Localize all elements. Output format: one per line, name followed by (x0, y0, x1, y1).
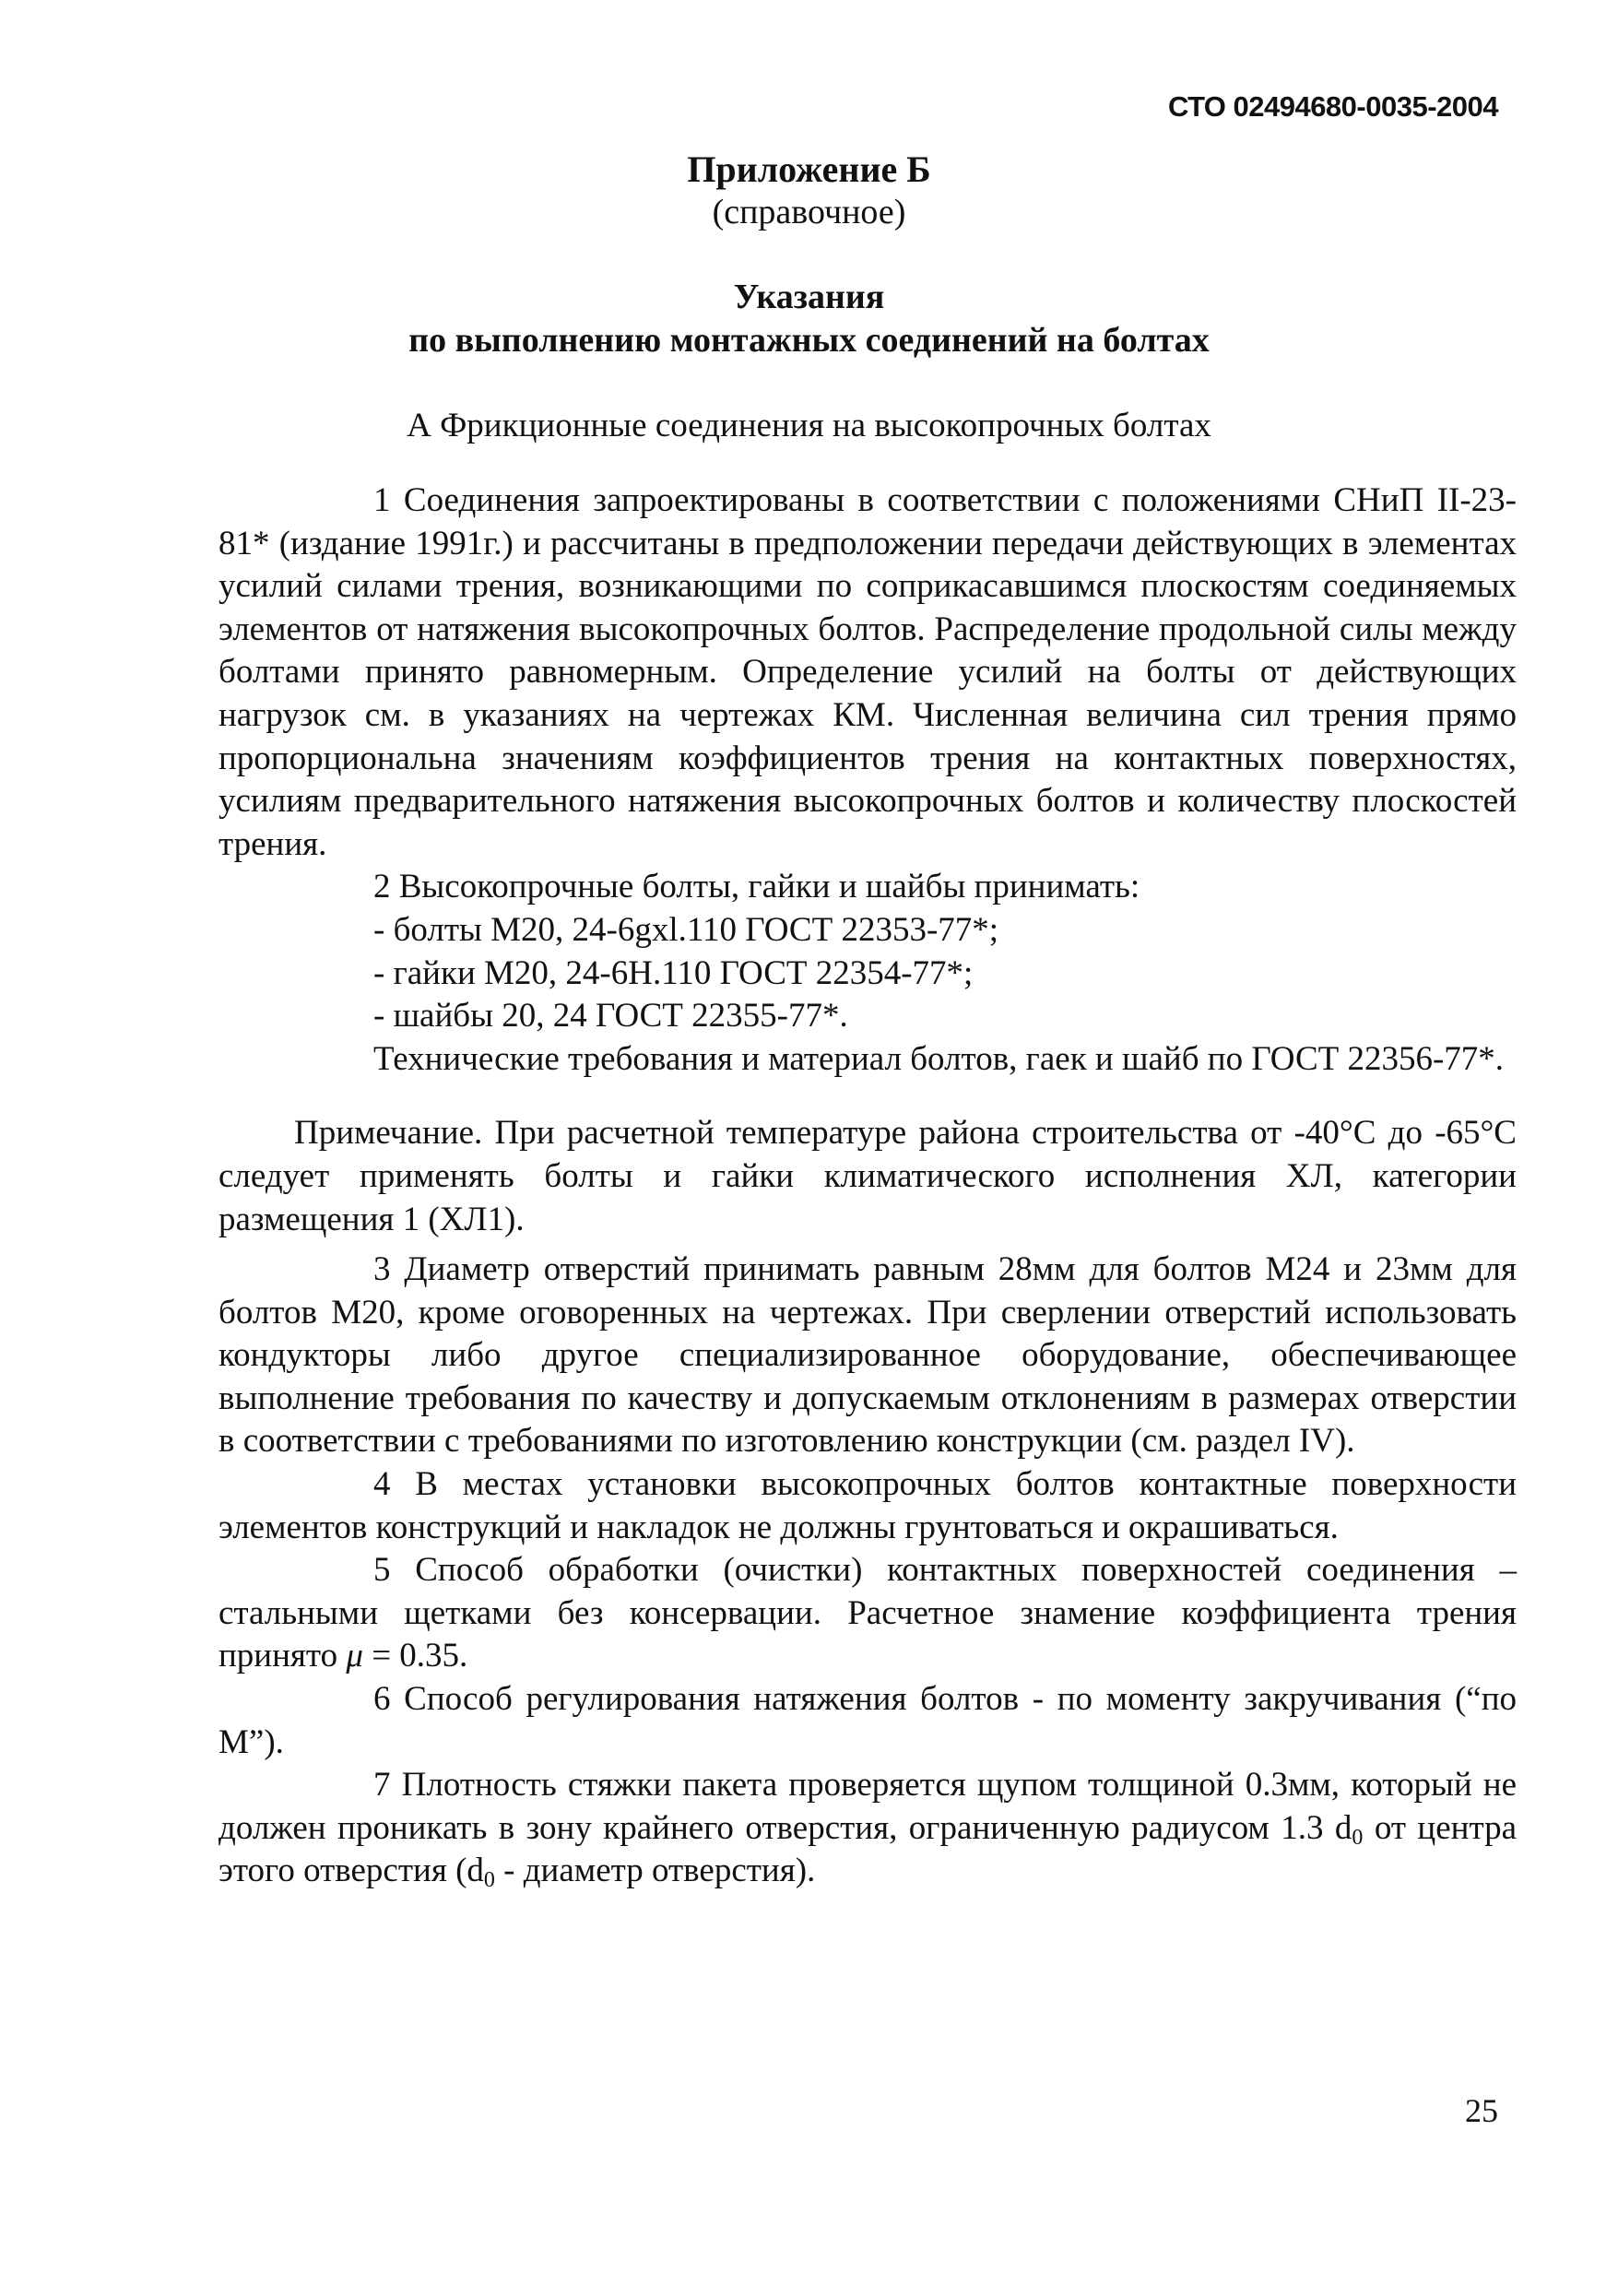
subscript-zero: 0 (1352, 1825, 1364, 1850)
paragraph-6: 6 Способ регулирования натяжения болтов - по моменту закручивания (“по М”). (218, 1680, 1517, 1761)
list-item-nuts: - гайки М20, 24-6Н.110 ГОСТ 22354-77*; (373, 953, 974, 992)
friction-coefficient-symbol: μ (346, 1637, 363, 1675)
subscript-zero: 0 (483, 1868, 495, 1893)
paragraph-5 (218, 1549, 1517, 1678)
subheading-friction-joints: А Фрикционные соединения на высокопрочных болтах (407, 407, 1211, 444)
paragraph-5-text: 5 Способ обработки (очистки) контактных поверхностей соединения – стальными щетками без консервации. Расчетное знамение коэффициента трения принято (218, 1551, 1517, 1675)
paragraph-2: 2 Высокопрочные болты, гайки и шайбы принимать: (373, 868, 1140, 906)
section-title: Указания (733, 278, 885, 316)
page-number: 25 (1465, 2092, 1498, 2129)
list-item-washers: - шайбы 20, 24 ГОСТ 22355-77*. (373, 997, 848, 1036)
paragraph-technical-requirements: Технические требования и материал болтов, гаек и шайб по ГОСТ 22356-77*. (373, 1039, 1505, 1078)
paragraph-5-value: = 0.35. (362, 1637, 468, 1675)
paragraph-1: 1 Соединения запроектированы в соответствии с положениями СНиП II-23-81* (издание 1991г.) и рассчитаны в предположении передачи действующих в элементах усилий силами трения, возникающими по соприкасавшимся плоскостям соединяемых элементов от натяжения высокопрочных болтов. Распределение продольной силы между болтами принято равномерным. Определение усилий на болты от действующих нагрузок см. в указаниях на чертежах КМ. Численная величина сил трения прямо пропорциональна значениям коэффициентов трения на контактных поверхностях, усилиям предварительного натяжения высокопрочных болтов и количеству плоскостей трения. (218, 481, 1517, 863)
annex-subtitle: (справочное) (712, 193, 906, 231)
paragraph-7-text-a: 7 Плотность стяжки пакета проверяется щупом толщиной 0.3мм, который не должен проникать в зону крайнего отверстия, ограниченную радиусом 1.3 d (218, 1766, 1517, 1847)
list-item-bolts: - болты М20, 24-6gxl.110 ГОСТ 22353-77*; (373, 910, 999, 949)
paragraph-4: 4 В местах установки высокопрочных болтов контактные поверхности элементов конструкций и накладок не должны грунтоваться и окрашиваться. (218, 1465, 1517, 1546)
section-subtitle: по выполнению монтажных соединений на болтах (408, 321, 1210, 360)
document-body (218, 479, 1517, 1893)
annex-title: Приложение Б (687, 148, 931, 190)
paragraph-7 (218, 1764, 1517, 1893)
paragraph-3: 3 Диаметр отверстий принимать равным 28мм для болтов М24 и 23мм для болтов М20, кроме оговоренных на чертежах. При сверлении отверстий использовать кондукторы либо другое специализированное оборудование, обеспечивающее выполнение требования по качеству и допускаемым отклонениям в размерах отверстии в соответствии с требованиями по изготовлению конструкции (см. раздел IV). (218, 1250, 1517, 1461)
note-paragraph: Примечание. При расчетной температуре района строительства от -40°С до -65°С следует применять болты и гайки климатического исполнения ХЛ, категории размещения 1 (ХЛ1). (218, 1114, 1517, 1238)
document-code: СТО 02494680-0035-2004 (1167, 90, 1498, 123)
paragraph-7-text-b: от центра этого отверстия (d (218, 1808, 1517, 1890)
paragraph-7-text-c: - диаметр отверстия). (494, 1852, 816, 1890)
